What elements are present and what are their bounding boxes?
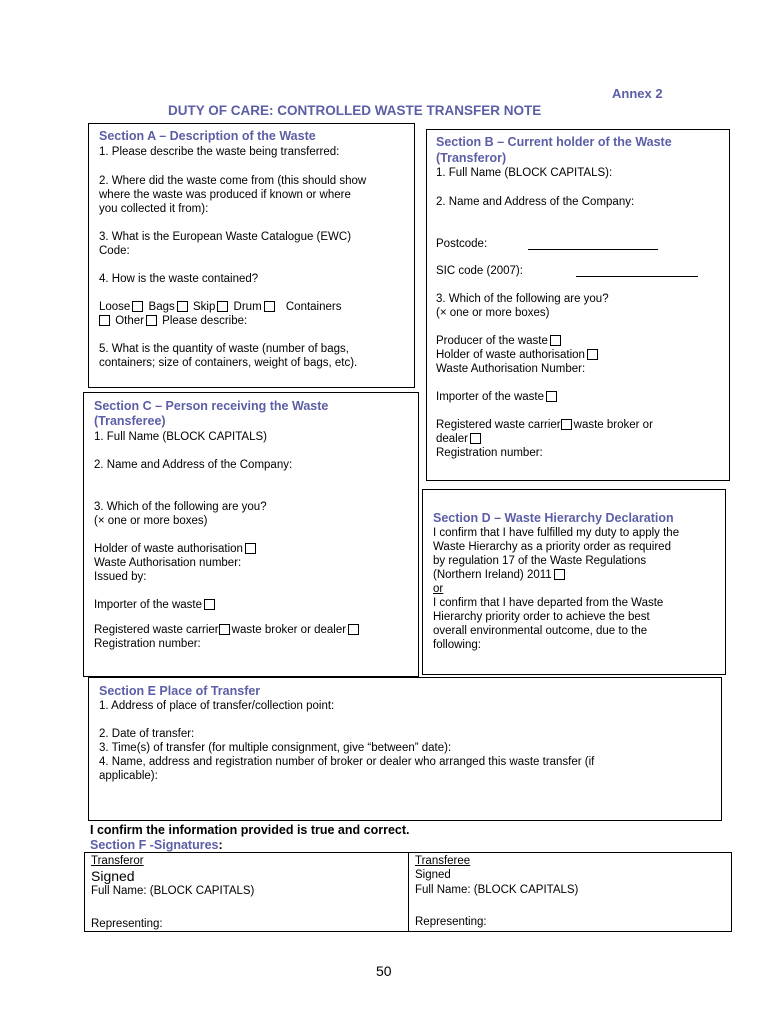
transferee-cell[interactable] [409,853,732,932]
transferee-carrier-row [94,623,361,637]
transferee-representing: Representing: [415,916,487,928]
section-d-line8: following: [433,639,481,651]
sic-field[interactable] [576,276,698,277]
section-b-q3-line1: 3. Which of the following are you? [436,293,609,305]
section-d-title: Section D – Waste Hierarchy Declaration [433,511,674,525]
annex-label: Annex 2 [612,86,663,101]
transferee-holder-checkbox[interactable] [245,543,256,554]
container-options-row2 [97,314,247,328]
transferee-importer-label: Importer of the waste [94,599,203,611]
section-b-reg-number: Registration number: [436,447,543,459]
section-a-q2-line3: you collected it from): [99,203,209,215]
confirmation-statement: I confirm the information provided is true and correct. [90,823,410,837]
section-d-line3: by regulation 17 of the Waste Regulations [433,555,647,567]
section-b-q2: 2. Name and Address of the Company: [436,196,635,208]
section-d-line7: overall environmental outcome, due to the [433,625,648,637]
section-c-q3-line1: 3. Which of the following are you? [94,501,267,513]
section-e-q3: 3. Time(s) of transfer (for multiple consignment, give “between” date): [99,742,452,754]
section-b-q3-line2: (× one or more boxes) [436,307,550,319]
section-d-box [422,489,726,675]
section-a-q2-line2: where the waste was produced if known or where [99,189,351,201]
section-b-q1: 1. Full Name (BLOCK CAPITALS): [436,167,613,179]
section-c-box [83,392,419,677]
page-title: DUTY OF CARE: CONTROLLED WASTE TRANSFER NOTE [168,103,542,118]
section-d-line6: Hierarchy priority order to achieve the best [433,611,650,623]
loose-label: Loose [99,301,131,313]
section-d-line5: I confirm that I have departed from the Waste [433,597,664,609]
importer-label: Importer of the waste [436,391,545,403]
section-b-title-line2: (Transferor) [436,151,507,165]
section-a-q5-line2: containers; size of containers, weight of bags, etc). [99,357,358,369]
section-a-q2-line1: 2. Where did the waste come from (this should show [99,175,367,187]
transferee-carrier-checkbox[interactable] [219,624,230,635]
section-c-reg-number: Registration number: [94,638,201,650]
holder-label: Holder of waste authorisation [436,349,585,361]
bags-checkbox[interactable] [177,301,188,312]
section-c-title-line1: Section C – Person receiving the Waste [94,399,329,413]
transferee-heading: Transferee [415,855,471,867]
section-a-q3-line2: Code: [99,245,130,257]
transferee-importer-row [94,598,217,612]
drum-checkbox[interactable] [264,301,275,312]
section-c-q3-line2: (× one or more boxes) [94,515,208,527]
section-e-box [88,677,722,821]
holder-row [436,348,600,362]
section-c-title-line2: (Transferee) [94,414,166,428]
transferee-holder-label: Holder of waste authorisation [94,543,243,555]
producer-label: Producer of the waste [436,335,548,347]
transferor-heading: Transferor [91,855,144,867]
section-b-box [426,129,730,481]
containers-label: Containers [285,301,342,313]
transferee-holder-row [94,542,258,556]
transferee-full-name: Full Name: (BLOCK CAPITALS) [415,884,579,896]
container-options-row1 [99,300,342,314]
postcode-label: Postcode: [436,238,488,250]
transferee-broker-checkbox[interactable] [348,624,359,635]
section-f-title: Section F -Signatures [90,838,219,852]
transferee-importer-checkbox[interactable] [204,599,215,610]
section-e-q4-line1: 4. Name, address and registration number of broker or dealer who arranged this waste transfer (if [99,756,595,768]
section-a-q4: 4. How is the waste contained? [99,273,259,285]
carrier-row [436,418,653,432]
section-e-title: Section E Place of Transfer [99,684,261,698]
drum-label: Drum [233,301,262,313]
importer-row [436,390,559,404]
section-f-colon: : [218,838,223,852]
skip-label: Skip [192,301,216,313]
page-number: 50 [376,963,392,979]
section-c-q2: 2. Name and Address of the Company: [94,459,293,471]
section-f-heading [90,838,223,852]
containers-checkbox[interactable] [99,315,110,326]
section-c-auth-number: Waste Authorisation number: [94,557,242,569]
section-e-q4-line2: applicable): [99,770,158,782]
section-a-box [88,123,415,388]
other-checkbox[interactable] [146,315,157,326]
importer-checkbox[interactable] [546,391,557,402]
hierarchy-fulfilled-checkbox[interactable] [554,569,565,580]
transferee-broker-label: waste broker or dealer [231,624,347,636]
signatures-table [84,852,732,932]
section-e-q2: 2. Date of transfer: [99,728,195,740]
transferor-cell[interactable] [85,853,409,932]
transferee-signed: Signed [415,869,451,881]
transferor-representing: Representing: [91,918,163,930]
producer-row [436,334,563,348]
section-d-line2: Waste Hierarchy as a priority order as required [433,541,671,553]
section-d-line4: (Northern Ireland) 2011 [433,569,552,581]
bags-label: Bags [148,301,175,313]
dealer-label: dealer [436,433,468,445]
section-e-q1: 1. Address of place of transfer/collection point: [99,700,335,712]
section-c-q1: 1. Full Name (BLOCK CAPITALS) [94,431,267,443]
carrier-label: Registered waste carrier [436,419,561,431]
transferor-signed: Signed [91,868,135,884]
section-a-title: Section A – Description of the Waste [99,129,316,143]
transferor-full-name: Full Name: (BLOCK CAPITALS) [91,885,255,897]
describe-label: Please describe: [162,315,248,327]
section-a-q5-line1: 5. What is the quantity of waste (number of bags, [99,343,349,355]
producer-checkbox[interactable] [550,335,561,346]
section-d-line4-row [433,568,567,582]
section-d-or: or [433,583,444,595]
postcode-field[interactable] [528,249,658,250]
section-d-line1: I confirm that I have fulfilled my duty to apply the [433,527,680,539]
section-a-q1: 1. Please describe the waste being transferred: [99,146,340,158]
broker-dealer-checkbox[interactable] [470,433,481,444]
holder-checkbox[interactable] [587,349,598,360]
section-a-q3-line1: 3. What is the European Waste Catalogue (EWC) [99,231,352,243]
loose-checkbox[interactable] [132,301,143,312]
other-label: Other [115,315,144,327]
section-c-issued-by: Issued by: [94,571,147,583]
broker-label: waste broker or [573,419,653,431]
dealer-row [436,432,483,446]
skip-checkbox[interactable] [217,301,228,312]
sic-label: SIC code (2007): [436,265,523,277]
section-b-auth-number: Waste Authorisation Number: [436,363,586,375]
section-b-title-line1: Section B – Current holder of the Waste [436,135,672,149]
transferee-carrier-label: Registered waste carrier [94,624,219,636]
carrier-checkbox[interactable] [561,419,572,430]
